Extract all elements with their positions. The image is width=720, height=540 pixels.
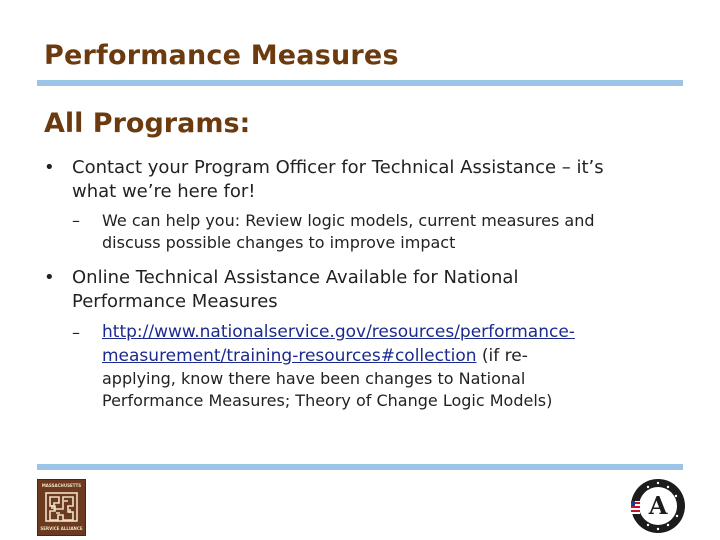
dash-marker: –	[72, 211, 80, 230]
link-line	[102, 344, 684, 368]
resources-link-continued[interactable]: measurement/training-resources#collection	[102, 346, 477, 366]
knot-pattern-icon	[44, 491, 79, 523]
bullet-text-line: what we’re here for!	[72, 181, 256, 202]
sub-bullet-text-line: discuss possible changes to improve impact	[102, 233, 456, 252]
link-suffix-text: (if re-	[476, 346, 528, 366]
americorps-letter: A	[648, 491, 668, 520]
sub-bullet-item	[44, 320, 684, 412]
title-divider	[37, 80, 683, 86]
mass-service-alliance-logo	[37, 479, 86, 536]
bullet-item	[44, 266, 684, 314]
bullet-item	[44, 156, 684, 204]
sub-bullet-text-line: We can help you: Review logic models, current measures and	[102, 211, 595, 230]
bullet-text-line: Performance Measures	[72, 291, 278, 312]
sub-bullet-item	[44, 210, 684, 254]
slide-title: Performance Measures	[44, 40, 399, 71]
bullet-marker: •	[44, 157, 55, 178]
bullet-marker: •	[44, 267, 55, 288]
americorps-emblem-icon	[630, 478, 686, 534]
link-line	[102, 320, 684, 344]
bullet-text-line: Contact your Program Officer for Technical Assistance – it’s	[72, 157, 604, 178]
americorps-logo	[630, 478, 686, 534]
dash-marker: –	[72, 323, 80, 342]
footer-divider	[37, 464, 683, 470]
logo-top-text: MASSACHUSETTS	[41, 483, 82, 488]
sub-bullet-text-line: applying, know there have been changes to National	[102, 369, 526, 388]
section-heading: All Programs:	[44, 108, 251, 139]
bullet-text-line: Online Technical Assistance Available for National	[72, 267, 519, 288]
bullet-list	[44, 156, 684, 412]
resources-link[interactable]: http://www.nationalservice.gov/resources/performance-	[102, 322, 575, 342]
sub-bullet-text-line: Performance Measures; Theory of Change Logic Models)	[102, 391, 553, 410]
logo-bottom-text: SERVICE ALLIANCE	[40, 526, 83, 531]
